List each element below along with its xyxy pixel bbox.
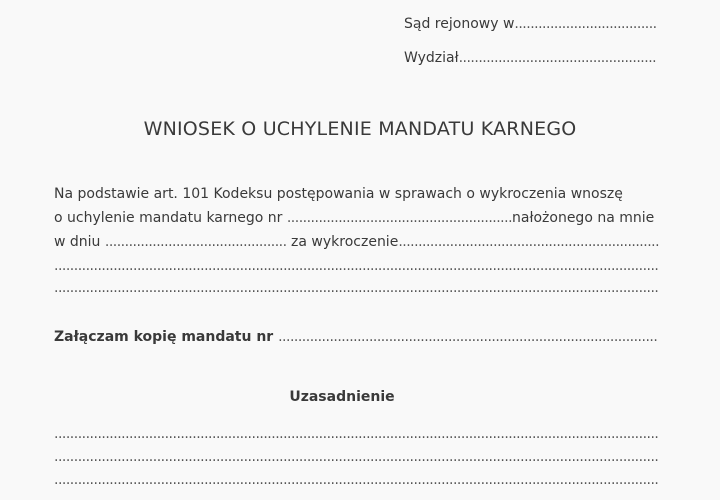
body-line-2 (54, 210, 654, 226)
justification-dots-2: ......................................................................................................................................................... (54, 449, 659, 465)
justification-heading: Uzasadnienie (289, 389, 395, 405)
attachment-dots: ................................................................................................ (278, 329, 658, 345)
document-title: WNIOSEK O UCHYLENIE MANDATU KARNEGO (143, 118, 577, 140)
justification-dots-1: ......................................................................................................................................................... (54, 426, 659, 442)
offense-label: za wykroczenie (286, 234, 399, 250)
attachment-line (54, 329, 657, 345)
division-dots: .................................................. (458, 50, 657, 66)
division-label: Wydział (404, 50, 459, 66)
imposed-label: nałożonego na mnie (512, 210, 655, 226)
date-label: w dniu (54, 234, 105, 250)
division-line (404, 50, 656, 66)
court-dots: .................................... (514, 16, 657, 32)
body-line-3 (54, 234, 659, 250)
body-line-4-dots: ......................................................................................................................................................... (54, 258, 659, 274)
mandate-number-label: o uchylenie mandatu karnego nr (54, 210, 287, 226)
body-line-5-dots: ......................................................................................................................................................... (54, 280, 659, 296)
mandate-number-dots: ......................................................... (286, 210, 513, 226)
body-line-1: Na podstawie art. 101 Kodeksu postępowania w sprawach o wykroczenia wnoszę (54, 186, 623, 202)
justification-dots-3: ......................................................................................................................................................... (54, 472, 659, 488)
date-dots: .............................................. (104, 234, 287, 250)
attachment-label: Załączam kopię mandatu nr (54, 329, 279, 345)
offense-dots: .................................................................. (398, 234, 660, 250)
court-line (404, 16, 657, 32)
court-label: Sąd rejonowy w (404, 16, 515, 32)
